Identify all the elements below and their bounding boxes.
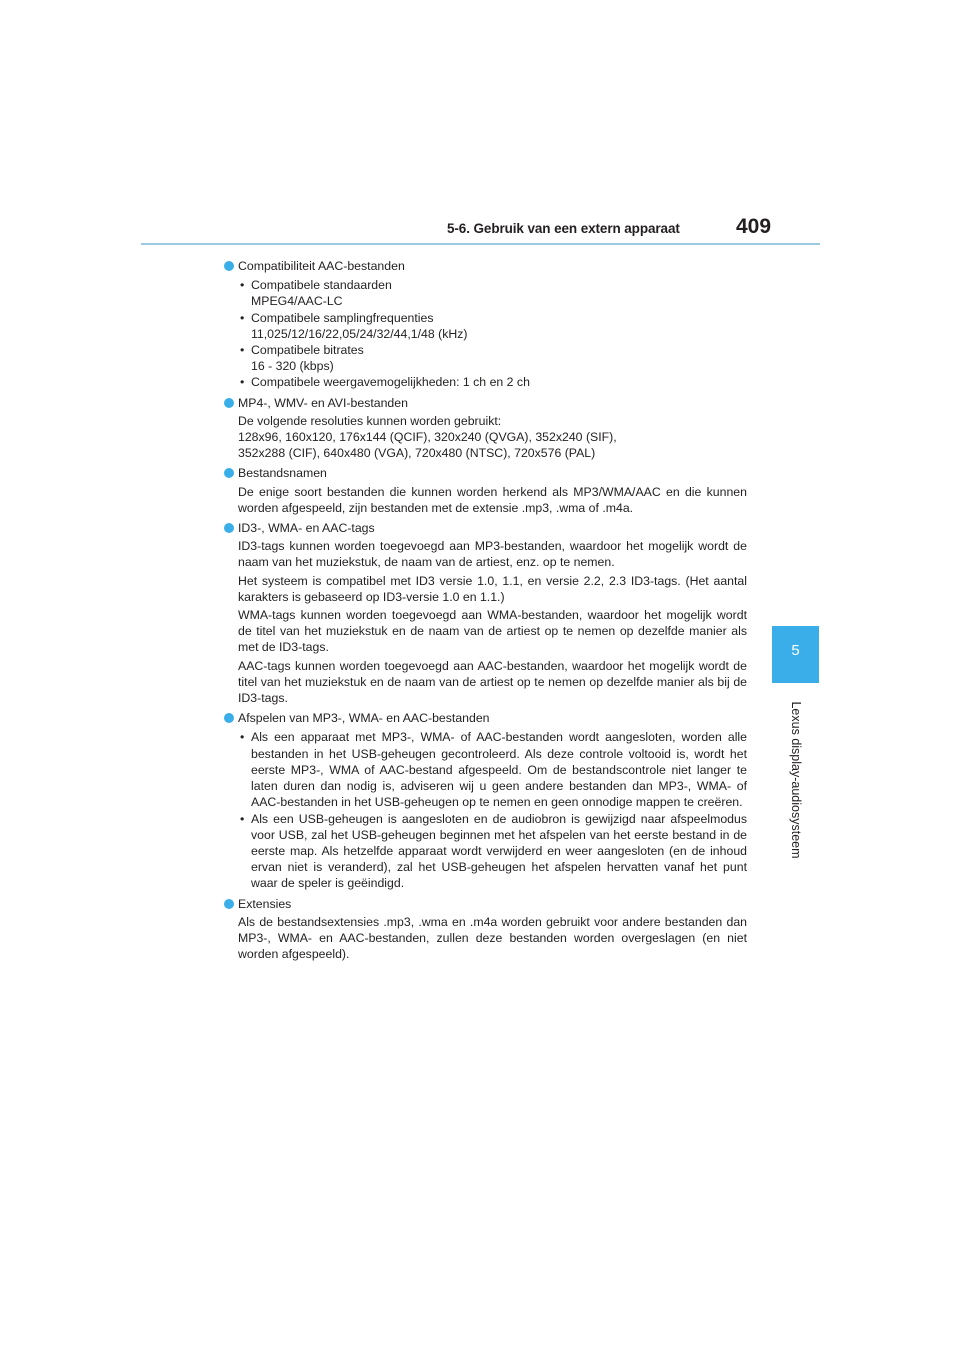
page-content bbox=[223, 256, 747, 966]
aac-spec-list bbox=[223, 277, 747, 390]
section-extensions bbox=[223, 896, 747, 963]
section-title-text: Compatibiliteit AAC-bestanden bbox=[238, 259, 405, 273]
section-title bbox=[223, 258, 747, 274]
bullet-dot-icon: • bbox=[240, 278, 245, 293]
header-divider bbox=[141, 243, 820, 245]
section-title bbox=[223, 520, 747, 536]
list-item bbox=[238, 811, 747, 892]
paragraph: ID3-tags kunnen worden toegevoegd aan MP3-bestanden, waardoor het mogelijk wordt de naam van het muziekstuk, de naam van de artiest, enz. op te nemen. bbox=[238, 539, 747, 570]
bullet-dot-icon: • bbox=[240, 343, 245, 358]
section-title bbox=[223, 465, 747, 481]
list-item-label: Compatibele standaarden bbox=[251, 278, 392, 293]
blue-bullet-icon bbox=[224, 261, 234, 271]
paragraph: Als de bestandsextensies .mp3, .wma en .m4a worden gebruikt voor andere bestanden dan MP3-, WMA- en AAC-bestanden, zullen deze bestanden worden overgeslagen (en niet worden afgespeeld). bbox=[238, 914, 747, 962]
list-item bbox=[238, 374, 747, 390]
resolution-line: 128x96, 160x120, 176x144 (QCIF), 320x240 (QVGA), 352x240 (SIF), bbox=[238, 430, 617, 445]
section-title-text: Afspelen van MP3-, WMA- en AAC-bestanden bbox=[238, 711, 490, 726]
blue-bullet-icon bbox=[224, 713, 234, 723]
list-item-text: Als een USB-geheugen is aangesloten en de audiobron is gewijzigd naar afspeelmodus voor USB, zal het USB-geheugen beginnen met het afspelen van het eerste bestand in de eerste map. Als hetzelfde apparaat wordt verwijderd en weer aangesloten (en de inhoud ervan niet is veranderd), zal het USB-geheugen het afspelen hervatten vanaf het punt waar de speler is geëindigd. bbox=[251, 811, 747, 891]
list-item-text: Als een apparaat met MP3-, WMA- of AAC-bestanden wordt aangesloten, worden alle bestanden in het USB-geheugen gecontroleerd. Als deze controle voltooid is, wordt het eerste MP3-, WMA of AAC-bestand afgespeeld. Om de bestandscontrole niet langer te laten duren dan nodig is, adviseren wij u geen andere bestanden dan MP3-, WMA- of AAC-bestanden in het USB-geheugen op te nemen en geen onnodige mappen te creëren. bbox=[251, 730, 747, 810]
section-title bbox=[223, 710, 747, 726]
paragraph: Het systeem is compatibel met ID3 versie 1.0, 1.1, en versie 2.2, 2.3 ID3-tags. (Het aantal karakters is gebaseerd op ID3-versie 1.0 en 1.1.) bbox=[238, 573, 747, 604]
page-number: 409 bbox=[736, 215, 772, 238]
list-item bbox=[238, 310, 747, 326]
list-item bbox=[238, 729, 747, 810]
list-item bbox=[238, 277, 747, 293]
blue-bullet-icon bbox=[224, 398, 234, 408]
bullet-dot-icon: • bbox=[240, 310, 245, 325]
list-item-label: Compatibele bitrates bbox=[251, 343, 364, 358]
section-video-files bbox=[223, 395, 747, 462]
playback-list bbox=[223, 729, 747, 891]
list-item-value: 11,025/12/16/22,05/24/32/44,1/48 (kHz) bbox=[251, 326, 468, 341]
section-filenames bbox=[223, 465, 747, 516]
paragraph: WMA-tags kunnen worden toegevoegd aan WMA-bestanden, waardoor het mogelijk wordt de titel van het muziekstuk en de naam van de artiest op te nemen op dezelfde manier als met de ID3-tags. bbox=[238, 608, 747, 655]
list-item-value: MPEG4/AAC-LC bbox=[251, 294, 343, 309]
chapter-tab bbox=[772, 626, 819, 683]
list-item-value: 16 - 320 (kbps) bbox=[251, 359, 334, 374]
section-title-text: Extensies bbox=[238, 896, 292, 911]
paragraph: De volgende resoluties kunnen worden gebruikt: bbox=[238, 413, 502, 428]
blue-bullet-icon bbox=[224, 523, 234, 533]
blue-bullet-icon bbox=[224, 899, 234, 909]
list-item bbox=[238, 342, 747, 358]
paragraph: AAC-tags kunnen worden toegevoegd aan AAC-bestanden, waardoor het mogelijk wordt de titel van het muziekstuk en de naam van de artiest op te nemen op dezelfde manier als bij de ID3-tags. bbox=[238, 658, 747, 706]
section-playback bbox=[223, 710, 747, 891]
list-item-label: Compatibele samplingfrequenties bbox=[251, 310, 434, 325]
chapter-number: 5 bbox=[791, 642, 800, 659]
page-section-title: 5-6. Gebruik van een extern apparaat bbox=[447, 221, 680, 236]
resolution-line: 352x288 (CIF), 640x480 (VGA), 720x480 (NTSC), 720x576 (PAL) bbox=[238, 446, 596, 461]
section-title-text: Bestandsnamen bbox=[238, 466, 327, 481]
bullet-dot-icon: • bbox=[240, 730, 245, 745]
section-title bbox=[223, 395, 747, 411]
blue-bullet-icon bbox=[224, 468, 234, 478]
section-tags bbox=[223, 520, 747, 706]
paragraph: De enige soort bestanden die kunnen worden herkend als MP3/WMA/AAC en die kunnen worden afgespeeld, zijn bestanden met de extensie .mp3, .wma of .m4a. bbox=[238, 484, 747, 515]
section-title-text: ID3-, WMA- en AAC-tags bbox=[238, 521, 375, 536]
section-aac-compatibility bbox=[223, 258, 747, 391]
section-title bbox=[223, 896, 747, 912]
section-title-text: MP4-, WMV- en AVI-bestanden bbox=[238, 395, 408, 410]
bullet-dot-icon: • bbox=[240, 811, 245, 826]
bullet-dot-icon: • bbox=[240, 375, 245, 390]
chapter-label: Lexus display-audiosysteem bbox=[789, 701, 803, 859]
list-item-label: Compatibele weergavemogelijkheden: 1 ch en 2 ch bbox=[251, 375, 530, 390]
